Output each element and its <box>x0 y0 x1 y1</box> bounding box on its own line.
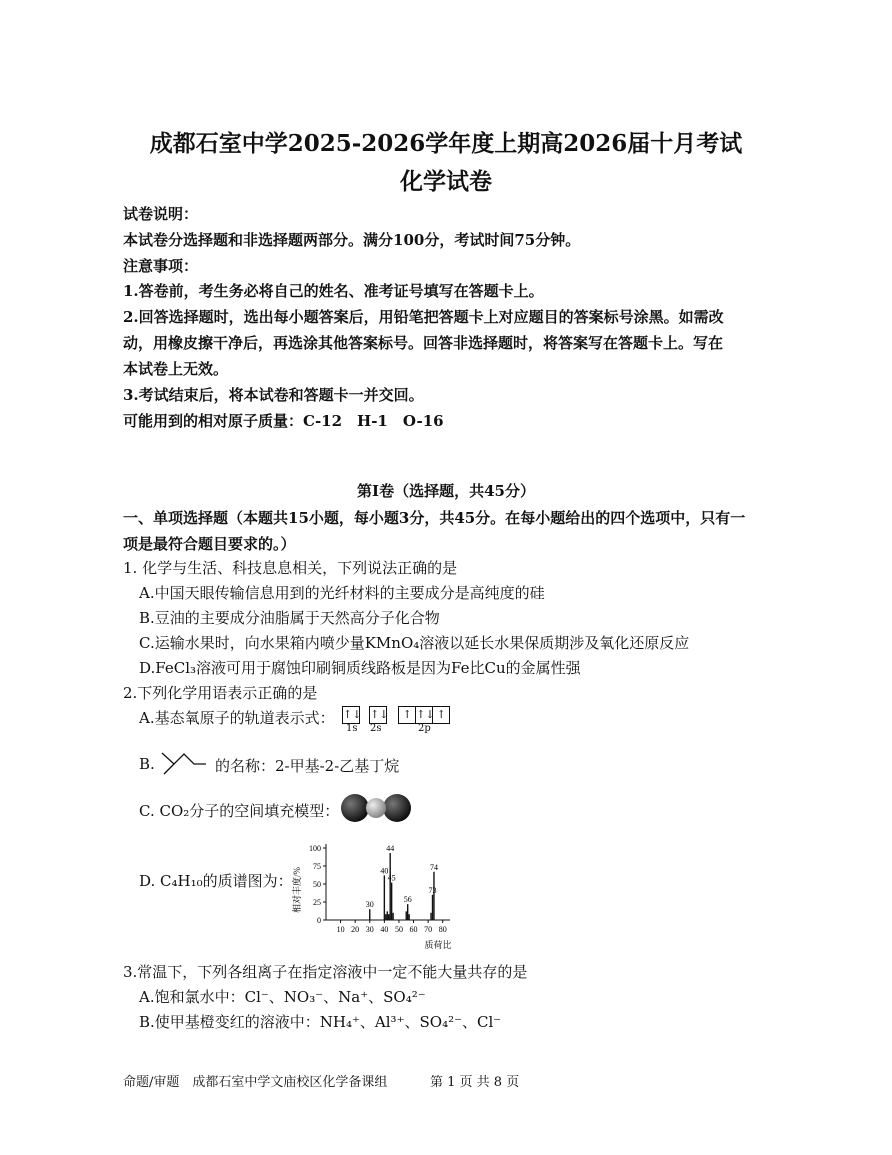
spectrum-peak <box>388 914 389 920</box>
note-1: 1.答卷前，考生务必将自己的姓名、准考证号填写在答题卡上。 <box>123 282 544 300</box>
intro-heading: 试卷说明： <box>123 205 199 223</box>
peak-label: 40 <box>380 866 389 876</box>
y-tick-label: 25 <box>313 898 321 907</box>
orbital-label-1s: 1s <box>346 723 358 734</box>
exam-title: 成都石室中学2025-2026学年度上期高2026届十月考试 <box>149 130 743 157</box>
q2-option-b-label: B. <box>139 755 155 773</box>
q1-option-d: D.FeCl₃溶液可用于腐蚀印刷铜质线路板是因为Fe比Cu的金属性强 <box>139 659 581 677</box>
q1-stem: 1. 化学与生活、科技息息相关，下列说法正确的是 <box>123 559 458 577</box>
orbital-2s: ↑↓ <box>369 706 387 724</box>
spectrum-peak <box>369 909 370 920</box>
exam-subtitle: 化学试卷 <box>400 168 492 195</box>
q1-option-a: A.中国天眼传输信息用到的光纤材料的主要成分是高纯度的硅 <box>139 584 545 602</box>
section-title: 第Ⅰ卷（选择题，共45分） <box>357 482 535 500</box>
note-2a: 2.回答选择题时，选出每小题答案后，用铅笔把答题卡上对应题目的答案标号涂黑。如需改 <box>123 308 724 326</box>
orbital-2p-1: ↑ <box>398 706 416 724</box>
peak-label: 56 <box>403 895 412 905</box>
footer-author: 命题/审题 成都石室中学文庙校区化学备课组 <box>123 1075 388 1090</box>
y-tick-label: 50 <box>313 880 321 889</box>
q2-option-d: D. C₄H₁₀的质谱图为： <box>139 872 293 890</box>
spectrum-peak <box>432 895 433 920</box>
q3-option-a: A.饱和氯水中：Cl⁻、NO₃⁻、Na⁺、SO₄²⁻ <box>139 988 426 1006</box>
skeletal-formula <box>160 748 210 776</box>
section-instructions-a: 一、单项选择题（本题共15小题，每小题3分，共45分。在每小题给出的四个选项中，只有一 <box>123 509 746 527</box>
orbital-2p-3: ↑ <box>433 706 450 724</box>
x-tick-label: 30 <box>365 925 374 934</box>
q1-option-c: C.运输水果时，向水果箱内喷少量KMnO₄溶液以延长水果保质期涉及氧化还原反应 <box>139 634 690 652</box>
spectrum-peak <box>406 911 407 920</box>
note-2b: 动，用橡皮擦干净后，再选涂其他答案标号。回答非选择题时，将答案写在答题卡上。写在 <box>123 334 724 352</box>
orbital-diagram <box>342 703 450 724</box>
mass-spectrum-chart <box>288 832 458 952</box>
peak-label: 45 <box>387 873 396 883</box>
x-tick-label: 80 <box>438 925 447 934</box>
peak-label: 73 <box>428 885 437 895</box>
peak-label: 74 <box>429 862 438 872</box>
spectrum-peak <box>391 883 392 920</box>
x-tick-label: 20 <box>351 925 360 934</box>
footer-page: 第 1 页 共 8 页 <box>430 1075 520 1090</box>
spectrum-peak <box>389 853 390 920</box>
q3-option-b: B.使甲基橙变红的溶液中：NH₄⁺、Al³⁺、SO₄²⁻、Cl⁻ <box>139 1013 502 1031</box>
x-tick-label: 10 <box>336 925 345 934</box>
note-2c: 本试卷上无效。 <box>123 360 229 378</box>
q1-option-b: B.豆油的主要成分油脂属于天然高分子化合物 <box>139 609 440 627</box>
orbital-2p-2: ↑↓ <box>416 706 433 724</box>
y-tick-label: 100 <box>309 844 321 853</box>
spectrum-peak <box>433 872 434 920</box>
spectrum-peak <box>430 913 431 920</box>
notes-heading: 注意事项： <box>123 257 199 275</box>
x-tick-label: 50 <box>394 925 403 934</box>
peak-label: 44 <box>386 844 395 854</box>
x-tick-label: 60 <box>409 925 418 934</box>
spectrum-peak <box>384 875 385 920</box>
spectrum-peak <box>385 914 386 920</box>
q2-option-a: A.基态氧原子的轨道表示式： <box>139 709 335 727</box>
spectrum-peak <box>408 914 409 920</box>
orbital-1s: ↑↓ <box>342 706 360 724</box>
chart-ylabel: 相对丰度/% <box>292 867 302 913</box>
peak-label: 30 <box>365 900 374 910</box>
orbital-label-2s: 2s <box>370 723 382 734</box>
intro-line: 本试卷分选择题和非选择题两部分。满分100分，考试时间75分钟。 <box>123 231 581 249</box>
atomic-masses: 可能用到的相对原子质量：C-12 H-1 O-16 <box>123 412 444 430</box>
q2-stem: 2.下列化学用语表示正确的是 <box>123 684 318 702</box>
chart-bars <box>369 853 435 920</box>
orbital-label-2p: 2p <box>418 723 431 734</box>
q3-stem: 3.常温下，下列各组离子在指定溶液中一定不能大量共存的是 <box>123 963 528 981</box>
co2-space-filling-model <box>340 792 412 824</box>
y-tick-label: 0 <box>317 916 321 925</box>
spectrum-peak <box>387 911 388 920</box>
note-3: 3.考试结束后，将本试卷和答题卡一并交回。 <box>123 386 424 404</box>
chart-data-labels <box>366 844 438 909</box>
x-tick-label: 40 <box>380 925 389 934</box>
q2-option-b-text: 的名称：2-甲基-2-乙基丁烷 <box>215 757 400 775</box>
spectrum-peak <box>392 913 393 920</box>
spectrum-peak <box>407 904 408 920</box>
q2-option-c: C. CO₂分子的空间填充模型： <box>139 802 340 820</box>
y-tick-label: 75 <box>313 862 321 871</box>
section-instructions-b: 项是最符合题目要求的。） <box>123 535 296 553</box>
chart-xlabel: 质荷比 <box>424 940 452 950</box>
x-tick-label: 70 <box>424 925 433 934</box>
